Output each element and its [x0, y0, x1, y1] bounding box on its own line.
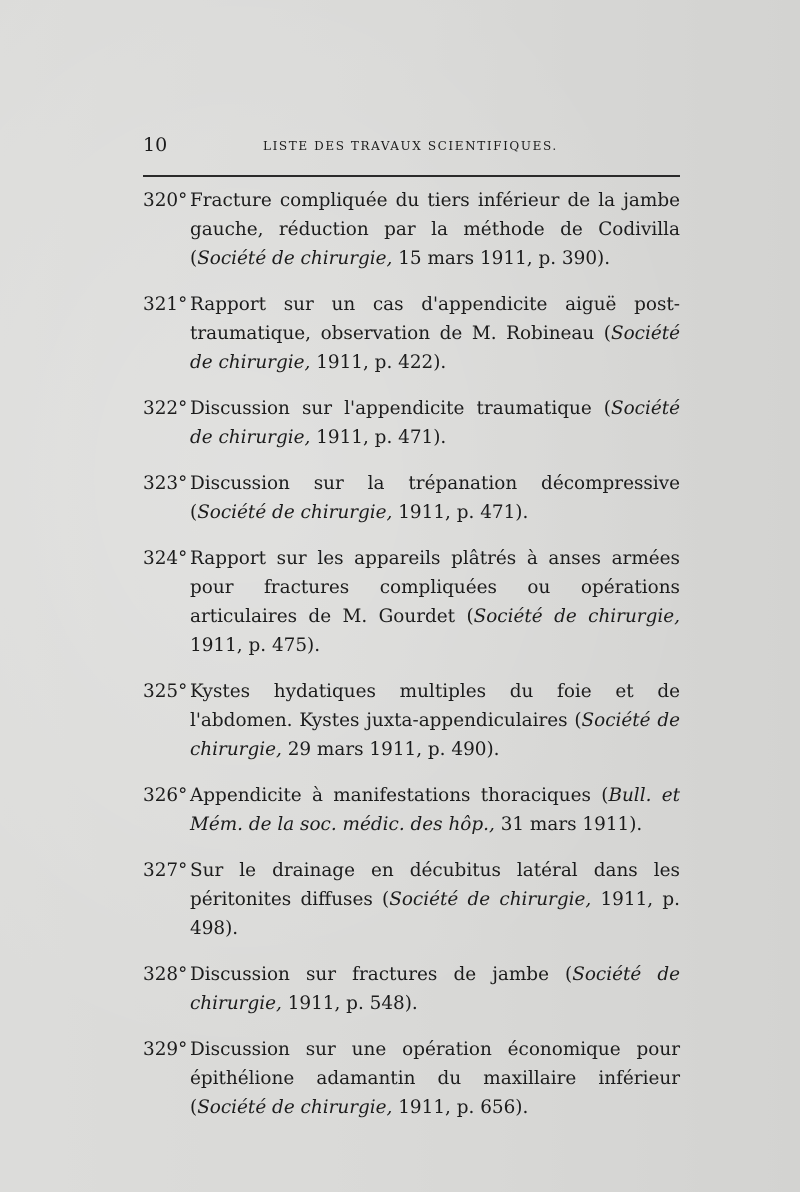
entry-number: 321° — [143, 294, 188, 315]
entry-title: Discussion sur la trépanation décompressive ( — [190, 473, 680, 523]
list-item — [143, 856, 680, 943]
entry-source: Société de chirurgie, — [190, 398, 680, 448]
header-rule — [143, 175, 680, 177]
list-item — [143, 469, 680, 527]
entry-details: 1911, p. 548). — [281, 993, 418, 1014]
entry-number: 320° — [143, 190, 188, 211]
entry-source: Société de chirurgie, — [197, 1097, 393, 1118]
entry-title: Sur le drainage en décubitus latéral dans les péritonites diffuses ( — [190, 860, 680, 910]
entry-source: Société de chirurgie, — [389, 889, 592, 910]
entry-number: 323° — [143, 473, 188, 494]
entry-details: 1911, p. 498). — [190, 889, 680, 939]
entry-number: 326° — [143, 785, 188, 806]
entry-details: 1911, p. 475). — [190, 635, 321, 656]
entry-source: Société de chirurgie, — [197, 248, 393, 269]
entry-text — [143, 394, 680, 452]
entry-source: Société de chirurgie, — [190, 964, 680, 1014]
list-item — [143, 781, 680, 839]
page-header — [143, 130, 683, 160]
entry-source: Société de chirurgie, — [473, 606, 680, 627]
entry-text — [143, 469, 680, 527]
entry-number: 324° — [143, 548, 188, 569]
entry-number: 322° — [143, 398, 188, 419]
entry-details: 15 mars 1911, p. 390). — [392, 248, 611, 269]
list-item — [143, 960, 680, 1018]
entry-details: 1911, p. 471). — [310, 427, 447, 448]
entry-text — [143, 186, 680, 273]
entry-text — [143, 781, 680, 839]
list-item — [143, 290, 680, 377]
entry-number: 329° — [143, 1039, 188, 1060]
list-item — [143, 394, 680, 452]
entry-number: 328° — [143, 964, 188, 985]
entry-details: 29 mars 1911, p. 490). — [281, 739, 500, 760]
entry-title: Discussion sur une opération économique pour épithélione adamantin du maxillaire inférieur ( — [190, 1039, 680, 1118]
list-item — [143, 1035, 680, 1122]
entry-title: Discussion sur l'appendicite traumatique ( — [190, 398, 611, 419]
entry-title: Rapport sur les appareils plâtrés à anses armées pour fractures compliquées ou opérations articulaires de M. Gourdet ( — [190, 548, 680, 627]
entry-text — [143, 1035, 680, 1122]
entry-title: Discussion sur fractures de jambe ( — [190, 964, 573, 985]
entry-details: 1911, p. 422). — [310, 352, 447, 373]
list-item — [143, 186, 680, 273]
running-title: LISTE DES TRAVAUX SCIENTIFIQUES. — [263, 139, 558, 153]
entry-title: Rapport sur un cas d'appendicite aiguë post-traumatique, observation de M. Robineau ( — [190, 294, 680, 344]
entry-details: 1911, p. 471). — [392, 502, 529, 523]
entry-number: 325° — [143, 681, 188, 702]
entry-text — [143, 677, 680, 764]
entry-text — [143, 290, 680, 377]
entry-source: Bull. et Mém. de la soc. médic. des hôp., — [190, 785, 681, 835]
entry-title: Kystes hydatiques multiples du foie et de l'abdomen. Kystes juxta-appendiculaires ( — [190, 681, 680, 731]
entry-text — [143, 960, 680, 1018]
entry-title: Fracture compliquée du tiers inférieur de la jambe gauche, réduction par la méthode de Codivilla ( — [190, 190, 680, 269]
page-number: 10 — [143, 134, 168, 156]
entry-source: Société de chirurgie, — [190, 710, 680, 760]
entry-source: Société de chirurgie, — [190, 323, 680, 373]
list-item — [143, 544, 680, 660]
entry-title: Appendicite à manifestations thoraciques ( — [190, 785, 609, 806]
entry-details: 1911, p. 656). — [392, 1097, 529, 1118]
entry-source: Société de chirurgie, — [197, 502, 393, 523]
entry-text — [143, 544, 680, 660]
list-item — [143, 677, 680, 764]
entry-list — [143, 186, 680, 1139]
entry-number: 327° — [143, 860, 188, 881]
entry-details: 31 mars 1911). — [494, 814, 643, 835]
entry-text — [143, 856, 680, 943]
